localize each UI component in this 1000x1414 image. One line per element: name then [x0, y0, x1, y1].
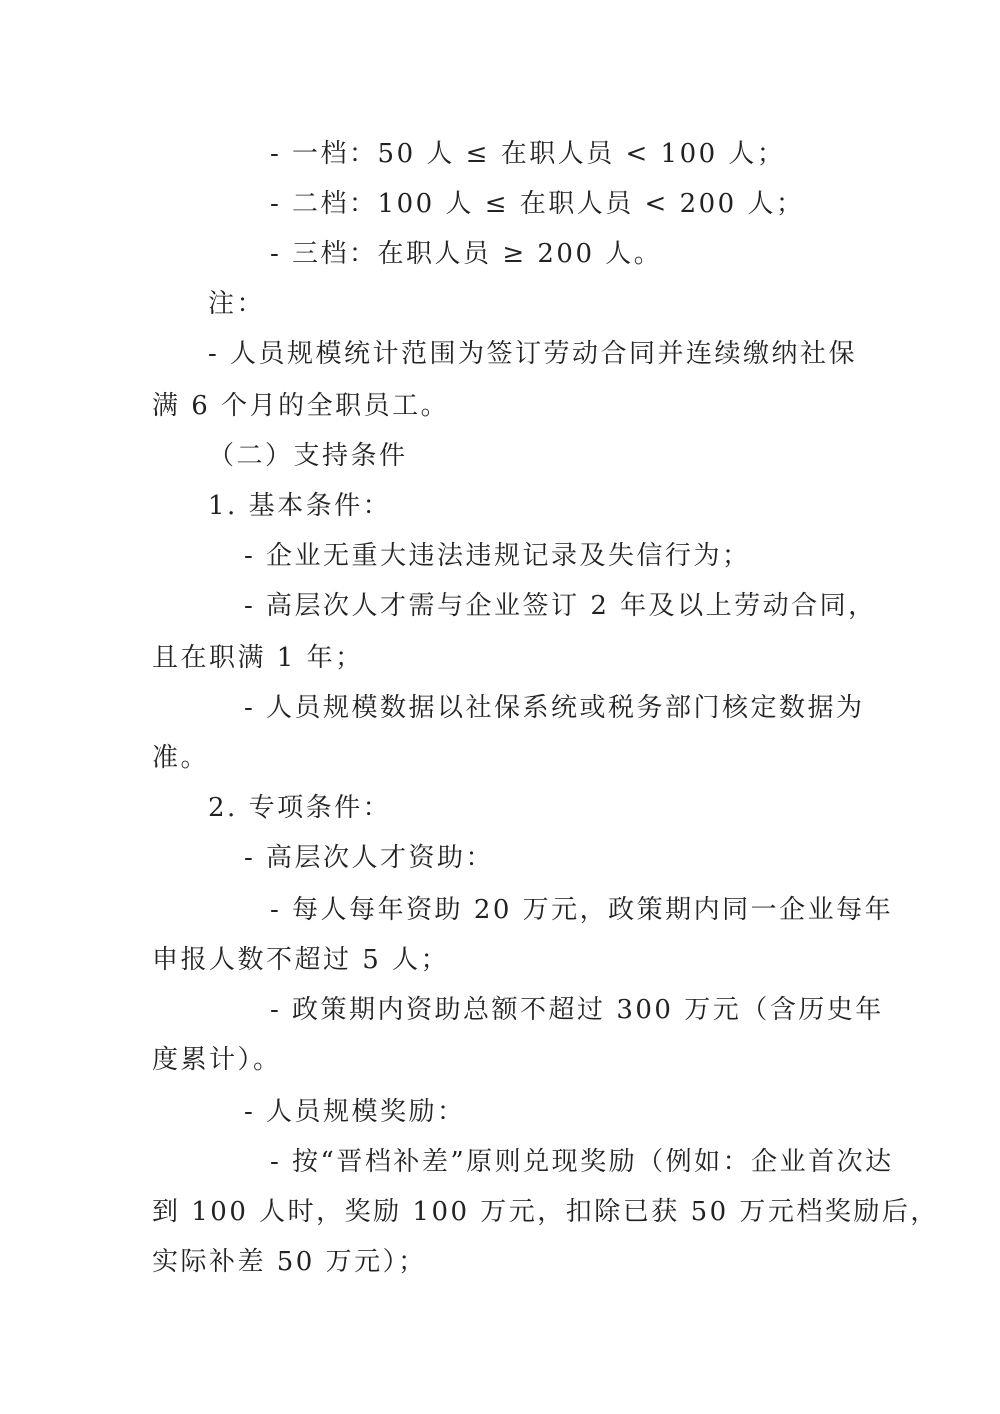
basic-condition-2-cont: 且在职满 1 年； [152, 643, 364, 673]
basic-condition-3-cont: 准。 [152, 743, 210, 773]
note-heading: 注： [208, 289, 266, 319]
section-heading-support-conditions: （二）支持条件 [208, 441, 408, 471]
tier-three-line: - 三档：在职人员 ≥ 200 人。 [270, 239, 663, 269]
basic-condition-3: - 人员规模数据以社保系统或税务部门核定数据为 [244, 693, 865, 723]
talent-subsidy-rule-1-cont: 申报人数不超过 5 人； [152, 945, 450, 975]
talent-subsidy-rule-2: - 政策期内资助总额不超过 300 万元（含历史年 [270, 995, 884, 1025]
basic-conditions-heading: 1. 基本条件： [208, 491, 392, 521]
note-line-1: - 人员规模统计范围为签订劳动合同并连续缴纳社保 [208, 339, 858, 369]
note-line-2: 满 6 个月的全职员工。 [152, 391, 450, 421]
talent-subsidy-rule-1: - 每人每年资助 20 万元，政策期内同一企业每年 [270, 895, 894, 925]
scale-reward-rule: - 按“晋档补差”原则兑现奖励（例如：企业首次达 [270, 1147, 894, 1177]
tier-two-line: - 二档：100 人 ≤ 在职人员 < 200 人； [270, 189, 805, 219]
talent-subsidy-rule-2-cont: 度累计）。 [152, 1045, 282, 1075]
scale-reward-rule-cont-2: 实际补差 50 万元）； [152, 1247, 427, 1277]
tier-one-line: - 一档：50 人 ≤ 在职人员 < 100 人； [270, 139, 786, 169]
scale-reward-heading: - 人员规模奖励： [244, 1097, 466, 1127]
special-conditions-heading: 2. 专项条件： [208, 793, 392, 823]
scale-reward-rule-cont-1: 到 100 人时，奖励 100 万元，扣除已获 50 万元档奖励后， [152, 1197, 939, 1227]
talent-subsidy-heading: - 高层次人才资助： [244, 843, 495, 873]
basic-condition-1: - 企业无重大违法违规记录及失信行为； [244, 541, 751, 571]
basic-condition-2: - 高层次人才需与企业签订 2 年及以上劳动合同， [244, 591, 877, 621]
